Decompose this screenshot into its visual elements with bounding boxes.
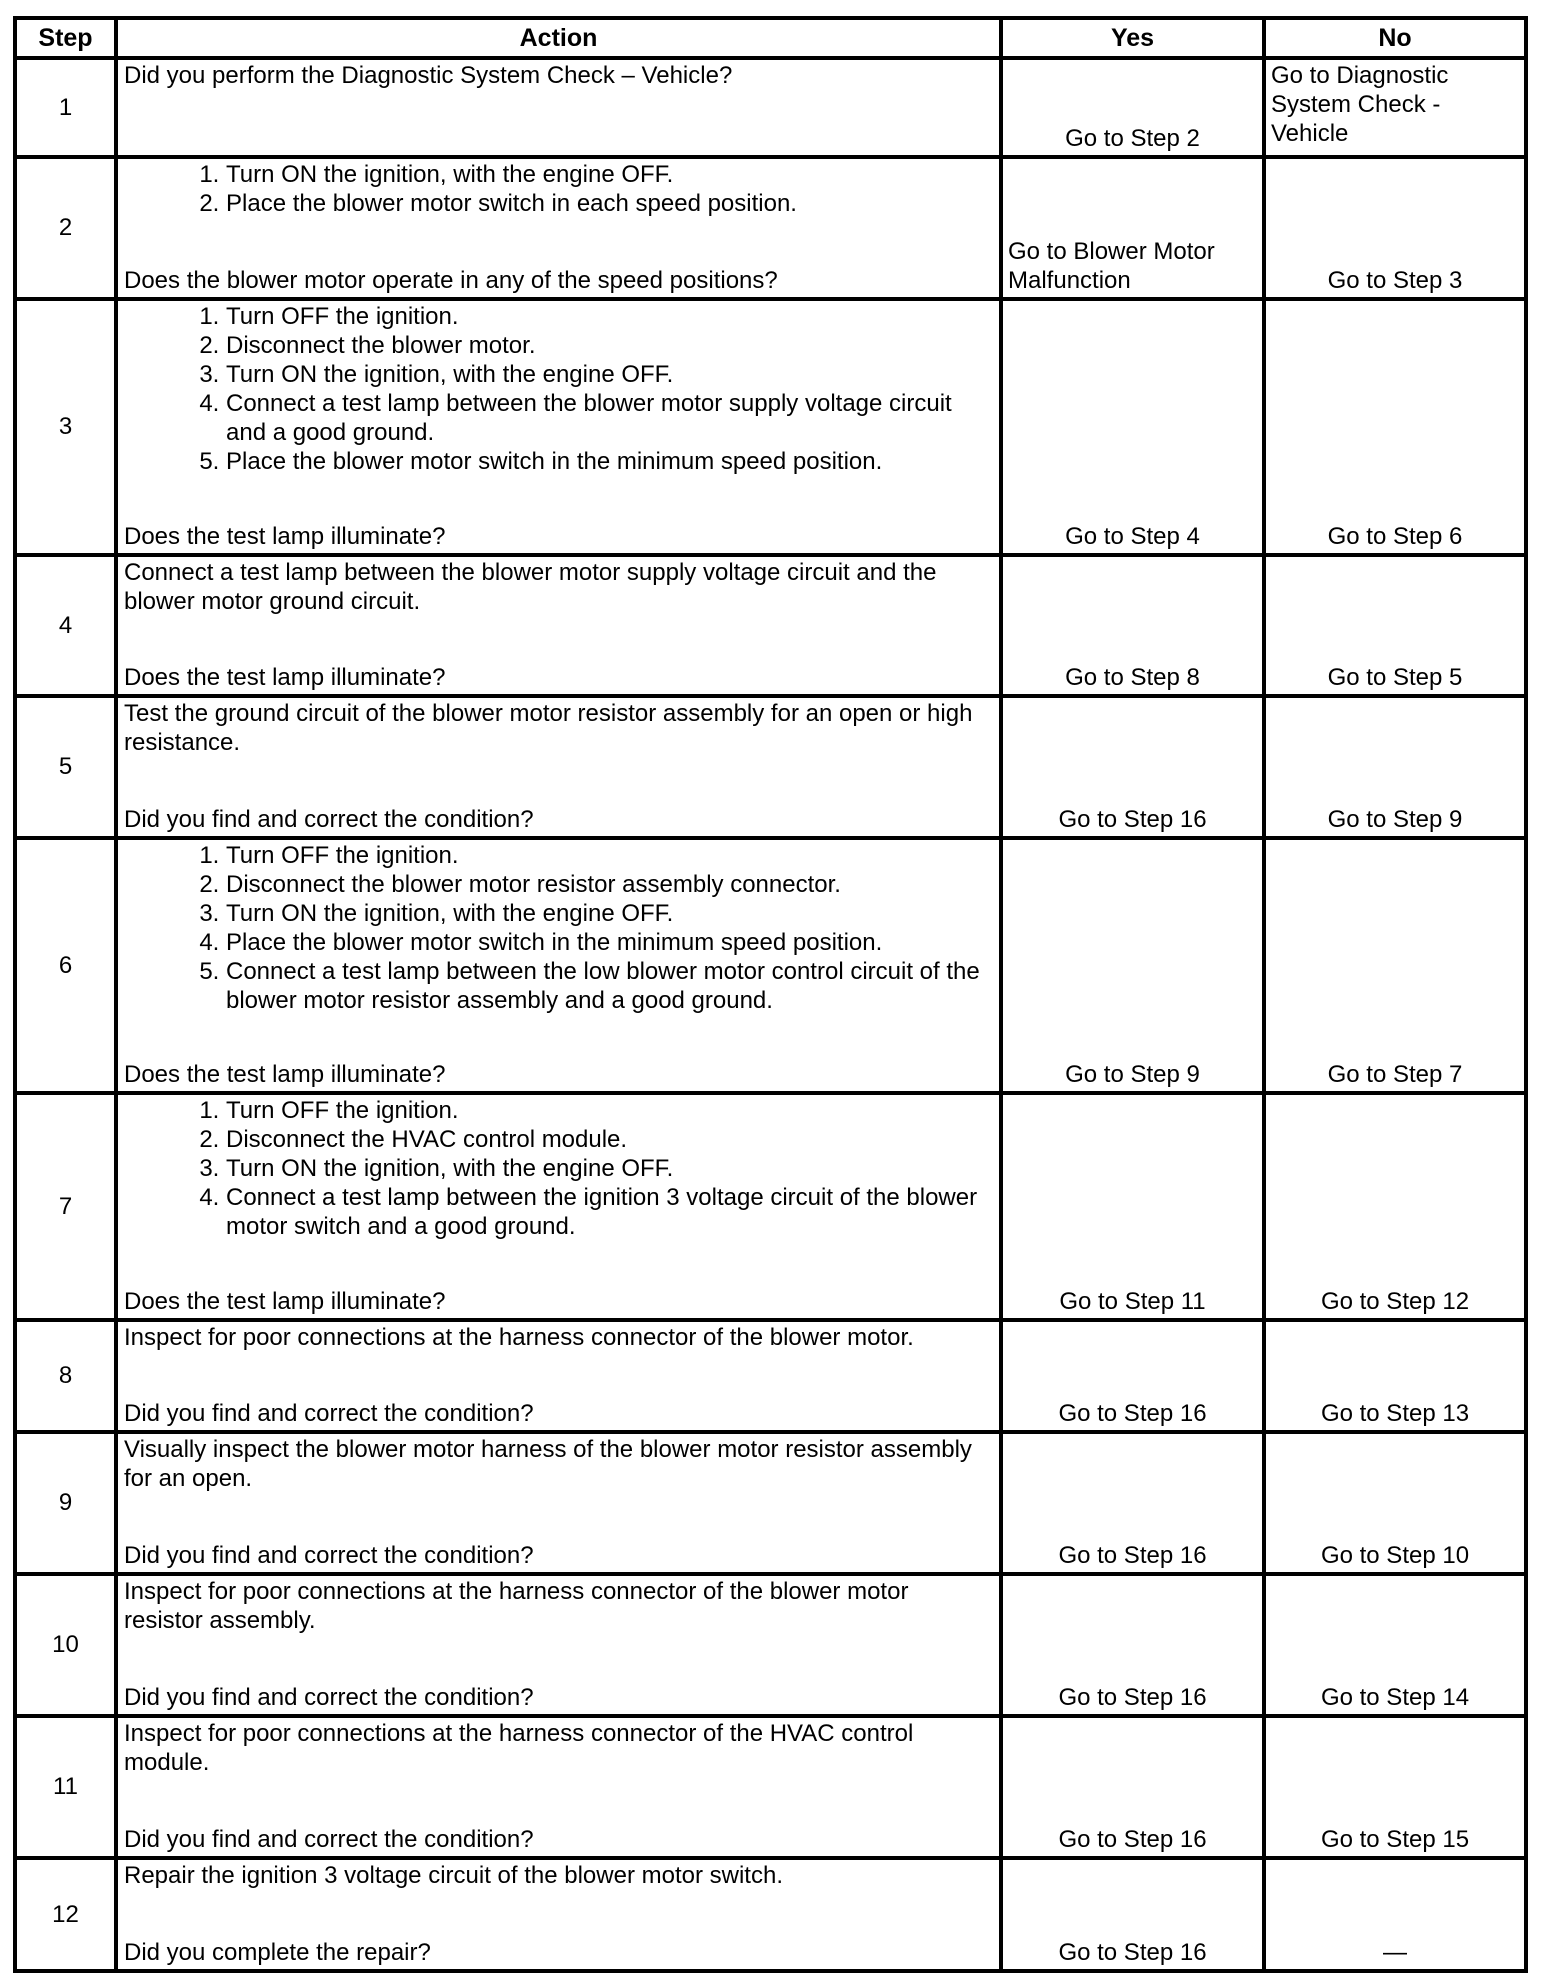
action-body: [124, 61, 993, 90]
no-result: Go to Step 5: [1264, 555, 1526, 696]
yes-result: Go to Step 11: [1001, 1093, 1264, 1320]
table-row: [15, 696, 1526, 838]
action-text: Inspect for poor connections at the harness connector of the HVAC control module.: [124, 1720, 914, 1776]
step-number: 8: [15, 1320, 116, 1432]
action-text: Test the ground circuit of the blower motor resistor assembly for an open or high resistance.: [124, 700, 973, 756]
no-result: Go to Step 15: [1264, 1716, 1526, 1858]
question-text: Does the blower motor operate in any of the speed positions?: [124, 267, 778, 294]
procedure-step: 5. Connect a test lamp between the low blower motor control circuit of the blower motor resistor assembly and a good ground.: [226, 957, 993, 1015]
action-body: [124, 1861, 993, 1890]
action-cell: [116, 1574, 1001, 1716]
yes-result: Go to Step 16: [1001, 696, 1264, 838]
procedure-step: 4. Place the blower motor switch in the minimum speed position.: [226, 928, 993, 957]
action-cell: [116, 1432, 1001, 1574]
action-body: [124, 302, 993, 476]
no-result: Go to Step 7: [1264, 838, 1526, 1093]
action-text: Repair the ignition 3 voltage circuit of the blower motor switch.: [124, 1862, 783, 1889]
action-body: [124, 1323, 993, 1352]
table-row: [15, 58, 1526, 157]
yes-result: Go to Blower Motor Malfunction: [1001, 157, 1264, 299]
table-row: [15, 157, 1526, 299]
table-row: [15, 838, 1526, 1093]
procedure-step: 4. Connect a test lamp between the blower motor supply voltage circuit and a good ground.: [226, 389, 993, 447]
table-row: [15, 1432, 1526, 1574]
action-cell: [116, 299, 1001, 555]
yes-result: Go to Step 2: [1001, 58, 1264, 157]
no-result: Go to Step 12: [1264, 1093, 1526, 1320]
question-text: Does the test lamp illuminate?: [124, 664, 446, 691]
action-text: Connect a test lamp between the blower motor supply voltage circuit and the blower motor ground circuit.: [124, 559, 937, 615]
question-text: Does the test lamp illuminate?: [124, 1061, 446, 1088]
no-result: Go to Step 14: [1264, 1574, 1526, 1716]
action-cell: [116, 555, 1001, 696]
yes-result: Go to Step 16: [1001, 1320, 1264, 1432]
yes-result: Go to Step 16: [1001, 1432, 1264, 1574]
step-number: 11: [15, 1716, 116, 1858]
question-text: Does the test lamp illuminate?: [124, 523, 446, 550]
procedure-step: 3. Turn ON the ignition, with the engine OFF.: [226, 1154, 993, 1183]
table-row: [15, 1858, 1526, 1971]
action-text: Visually inspect the blower motor harness of the blower motor resistor assembly for an open.: [124, 1436, 972, 1492]
no-result: Go to Diagnostic System Check - Vehicle: [1264, 58, 1526, 157]
action-cell: [116, 1858, 1001, 1971]
step-number: 10: [15, 1574, 116, 1716]
action-text: Inspect for poor connections at the harness connector of the blower motor.: [124, 1324, 914, 1351]
action-cell: [116, 58, 1001, 157]
header-row: [15, 18, 1526, 58]
question-text: Did you find and correct the condition?: [124, 1684, 534, 1711]
table-row: [15, 1093, 1526, 1320]
action-cell: [116, 157, 1001, 299]
yes-result: Go to Step 4: [1001, 299, 1264, 555]
step-number: 12: [15, 1858, 116, 1971]
procedure-list: [124, 841, 993, 1015]
procedure-step: 2. Disconnect the blower motor resistor assembly connector.: [226, 870, 993, 899]
table-row: [15, 1716, 1526, 1858]
procedure-step: 3. Turn ON the ignition, with the engine OFF.: [226, 360, 993, 389]
step-number: 5: [15, 696, 116, 838]
procedure-step: 4. Connect a test lamp between the ignition 3 voltage circuit of the blower motor switch and a good ground.: [226, 1183, 993, 1241]
table-row: [15, 299, 1526, 555]
step-number: 6: [15, 838, 116, 1093]
action-cell: [116, 1320, 1001, 1432]
table-row: [15, 555, 1526, 696]
question-text: Did you find and correct the condition?: [124, 1542, 534, 1569]
action-body: [124, 160, 993, 218]
procedure-list: [124, 302, 993, 476]
procedure-list: [124, 160, 993, 218]
yes-result: Go to Step 8: [1001, 555, 1264, 696]
question-text: Did you find and correct the condition?: [124, 1400, 534, 1427]
table-row: [15, 1320, 1526, 1432]
action-text: Did you perform the Diagnostic System Check – Vehicle?: [124, 62, 733, 89]
table-row: [15, 1574, 1526, 1716]
header-step: Step: [15, 18, 116, 58]
header-yes: Yes: [1001, 18, 1264, 58]
header-action: Action: [116, 18, 1001, 58]
question-text: Did you find and correct the condition?: [124, 1826, 534, 1853]
yes-result: Go to Step 9: [1001, 838, 1264, 1093]
procedure-step: 2. Disconnect the blower motor.: [226, 331, 993, 360]
question-text: Did you complete the repair?: [124, 1939, 431, 1966]
no-result: Go to Step 10: [1264, 1432, 1526, 1574]
step-number: 7: [15, 1093, 116, 1320]
no-result: —: [1264, 1858, 1526, 1971]
action-body: [124, 558, 993, 616]
step-number: 3: [15, 299, 116, 555]
action-body: [124, 1719, 993, 1777]
yes-result: Go to Step 16: [1001, 1858, 1264, 1971]
step-number: 1: [15, 58, 116, 157]
procedure-step: 1. Turn OFF the ignition.: [226, 841, 993, 870]
procedure-step: 2. Disconnect the HVAC control module.: [226, 1125, 993, 1154]
action-body: [124, 1577, 993, 1635]
procedure-list: [124, 1096, 993, 1241]
no-result: Go to Step 3: [1264, 157, 1526, 299]
action-cell: [116, 1716, 1001, 1858]
action-body: [124, 1435, 993, 1493]
step-number: 4: [15, 555, 116, 696]
question-text: Did you find and correct the condition?: [124, 806, 534, 833]
step-number: 9: [15, 1432, 116, 1574]
header-no: No: [1264, 18, 1526, 58]
action-text: Inspect for poor connections at the harness connector of the blower motor resistor assembly.: [124, 1578, 909, 1634]
procedure-step: 5. Place the blower motor switch in the minimum speed position.: [226, 447, 993, 476]
procedure-step: 1. Turn OFF the ignition.: [226, 302, 993, 331]
question-text: Does the test lamp illuminate?: [124, 1288, 446, 1315]
action-cell: [116, 1093, 1001, 1320]
no-result: Go to Step 6: [1264, 299, 1526, 555]
action-body: [124, 1096, 993, 1241]
action-cell: [116, 696, 1001, 838]
action-body: [124, 699, 993, 757]
step-number: 2: [15, 157, 116, 299]
no-result: Go to Step 13: [1264, 1320, 1526, 1432]
yes-result: Go to Step 16: [1001, 1716, 1264, 1858]
procedure-step: 3. Turn ON the ignition, with the engine OFF.: [226, 899, 993, 928]
action-body: [124, 841, 993, 1015]
procedure-step: 2. Place the blower motor switch in each speed position.: [226, 189, 993, 218]
yes-result: Go to Step 16: [1001, 1574, 1264, 1716]
no-result: Go to Step 9: [1264, 696, 1526, 838]
procedure-step: 1. Turn ON the ignition, with the engine OFF.: [226, 160, 993, 189]
procedure-step: 1. Turn OFF the ignition.: [226, 1096, 993, 1125]
action-cell: [116, 838, 1001, 1093]
diagnostic-table: [13, 16, 1528, 1973]
